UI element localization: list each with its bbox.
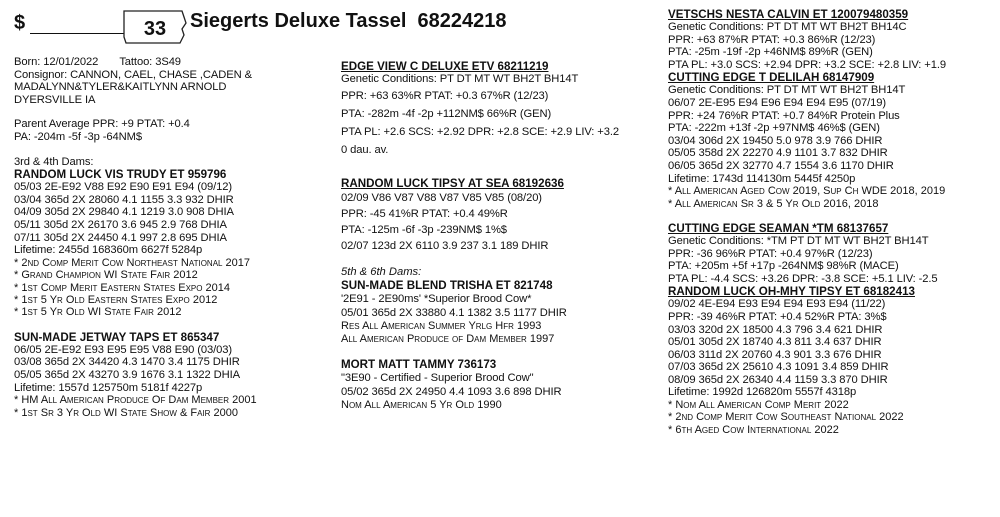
third-dam-name: RANDOM LUCK VIS TRUDY ET 959796 <box>14 168 227 182</box>
registration-number: 68224218 <box>417 10 507 32</box>
award-line: * 1st Sr 3 Yr Old WI State Show & Fair 2000 <box>14 406 238 419</box>
award-line: * All American Sr 3 & 5 Yr Old 2016, 2018 <box>668 197 879 210</box>
pta-line: PTA: -125m -6f -3p -239NM$ 1%$ <box>341 223 507 236</box>
record-line: 05/01 305d 2X 18740 4.3 811 3.4 637 DHIR <box>668 336 882 349</box>
award-line: * Nom All American Comp Merit 2022 <box>668 399 849 412</box>
award-line: * Grand Champion WI State Fair 2012 <box>14 269 198 282</box>
pta-line: PTA: -222m +13f -2p +97NM$ 46%$ (GEN) <box>668 122 880 135</box>
parent-average: Parent Average PPR: +9 PTAT: +0.4 <box>14 118 190 131</box>
lifetime-line: Lifetime: 1992d 126820m 5557f 4318p <box>668 386 857 399</box>
animal-title <box>190 10 507 33</box>
record-line: 06/05 2E-E92 E93 E95 E95 V88 E90 (03/03) <box>14 343 233 356</box>
pta-pl-line: PTA PL: +3.0 SCS: +2.94 DPR: +3.2 SCE: +2.8 LIV: +1.9 <box>668 58 946 71</box>
ppr-line: PPR: -36 96%R PTAT: +0.4 97%R (12/23) <box>668 247 873 260</box>
record-line: 05/02 365d 2X 24950 4.4 1093 3.6 898 DHIR <box>341 385 562 398</box>
record-line: 05/05 358d 2X 22270 4.9 1101 3.7 832 DHIR <box>668 147 888 160</box>
award-line: All American Produce of Dam Member 1997 <box>341 332 555 345</box>
ppr-line: PPR: +63 63%R PTAT: +0.3 67%R (12/23) <box>341 89 549 102</box>
award-line: * All American Aged Cow 2019, Sup Ch WDE 2018, 2019 <box>668 185 946 198</box>
award-line: * HM All American Produce Of Dam Member 2001 <box>14 394 257 407</box>
paternal-grandsire-name: VETSCHS NESTA CALVIN ET 120079480359 <box>668 8 909 21</box>
record-line: 05/01 365d 2X 33880 4.1 1382 3.5 1177 DHIR <box>341 306 567 319</box>
ppr-line: PPR: -39 46%R PTAT: +0.4 52%R PTA: 3%$ <box>668 310 887 323</box>
column-sire-and-dam <box>341 60 661 412</box>
classification-line: "3E90 - Certified - Superior Brood Cow" <box>341 371 534 384</box>
record-line: 03/04 365d 2X 28060 4.1 1155 3.3 932 DHIR <box>14 193 234 206</box>
award-line: * 1st 5 Yr Old WI State Fair 2012 <box>14 306 182 319</box>
award-line: Res All American Summer Yrlg Hfr 1993 <box>341 319 542 332</box>
genetic-conditions: Genetic Conditions: PT DT MT WT BH2T BH14T <box>341 73 579 85</box>
tattoo: Tattoo: 3S49 <box>119 56 181 68</box>
column-grandparents <box>668 8 996 436</box>
award-line: * 2nd Comp Merit Cow Northeast National 2017 <box>14 256 251 269</box>
dams-section-title: 3rd & 4th Dams: <box>14 155 94 168</box>
record-line: 02/07 123d 2X 6110 3.9 237 3.1 189 DHIR <box>341 239 549 252</box>
consignor-line-2: MADALYNN&TYLER&KAITLYNN ARNOLD <box>14 81 227 94</box>
pta-line: PTA: -282m -4f -2p +112NM$ 66%R (GEN) <box>341 107 552 120</box>
paternal-granddam-name: CUTTING EDGE T DELILAH 68147909 <box>668 71 875 85</box>
record-line: 06/03 311d 2X 20760 4.3 901 3.3 676 DHIR <box>668 348 882 361</box>
ppr-line: PPR: +63 87%R PTAT: +0.3 86%R (12/23) <box>668 33 876 46</box>
lot-header <box>14 6 654 46</box>
dam-name: RANDOM LUCK TIPSY AT SEA 68192636 <box>341 176 564 190</box>
lot-number-tag <box>122 9 188 45</box>
record-line: 07/11 305d 2X 24450 4.1 997 2.8 695 DHIA <box>14 231 227 244</box>
column-dam-side <box>14 56 329 419</box>
daughters-line: 0 dau. av. <box>341 143 389 156</box>
pta-line: PTA: +205m +5f +17p -264NM$ 98%R (MACE) <box>668 260 899 273</box>
award-line: * 2nd Comp Merit Cow Southeast National 2022 <box>668 411 904 424</box>
record-line: 08/09 365d 2X 26340 4.4 1159 3.3 870 DHIR <box>668 373 888 386</box>
classification-line: 09/02 4E-E94 E93 E94 E94 E93 E94 (11/22) <box>668 298 886 311</box>
lot-number: 33 <box>143 18 167 40</box>
classification-line: 02/09 V86 V87 V88 V87 V85 V85 (08/20) <box>341 191 542 204</box>
award-line: * 1st Comp Merit Eastern States Expo 2014 <box>14 281 230 294</box>
record-line: 03/04 306d 2X 19450 5.0 978 3.9 766 DHIR <box>668 134 883 147</box>
consignor-line-3: DYERSVILLE IA <box>14 93 96 106</box>
record-line: 03/03 320d 2X 18500 4.3 796 3.4 621 DHIR <box>668 323 883 336</box>
record-line: 06/05 365d 2X 32770 4.7 1554 3.6 1170 DHIR <box>668 159 894 172</box>
price-blank-line <box>30 33 130 34</box>
born-date: Born: 12/01/2022 <box>14 56 99 68</box>
record-line: 03/08 365d 2X 34420 4.3 1470 3.4 1175 DHIR <box>14 356 240 369</box>
award-line: Nom All American 5 Yr Old 1990 <box>341 398 502 411</box>
fourth-dam-name: SUN-MADE JETWAY TAPS ET 865347 <box>14 330 220 344</box>
parent-average-pta: PA: -204m -5f -3p -64NM$ <box>14 130 142 143</box>
pta-line: PTA: -25m -19f -2p +46NM$ 89%R (GEN) <box>668 46 873 59</box>
sixth-dam-name: MORT MATT TAMMY 736173 <box>341 357 497 371</box>
record-line: 04/09 305d 2X 29840 4.1 1219 3.0 908 DHIA <box>14 206 234 219</box>
ppr-line: PPR: +24 76%R PTAT: +0.7 84%R Protein Plus <box>668 109 900 122</box>
genetic-conditions: Genetic Conditions: PT DT MT WT BH2T BH14C <box>668 21 907 33</box>
lifetime-line: Lifetime: 1743d 114130m 5445f 4250p <box>668 172 856 185</box>
record-line: 05/05 365d 2X 43270 3.9 1676 3.1 1322 DHIA <box>14 368 240 381</box>
lifetime-line: Lifetime: 1557d 125750m 5181f 4227p <box>14 381 203 394</box>
pta-pl-line: PTA PL: -4.4 SCS: +3.26 DPR: -3.8 SCE: +5.1 LIV: -2.5 <box>668 272 938 285</box>
fifth-dam-name: SUN-MADE BLEND TRISHA ET 821748 <box>341 278 553 292</box>
record-line: 07/03 365d 2X 25610 4.3 1091 3.4 859 DHIR <box>668 361 889 374</box>
maternal-granddam-name: RANDOM LUCK OH-MHY TIPSY ET 68182413 <box>668 285 915 299</box>
birth-tattoo-line <box>14 56 329 69</box>
award-line: * 6th Aged Cow International 2022 <box>668 423 839 436</box>
pta-pl-line: PTA PL: +2.6 SCS: +2.92 DPR: +2.8 SCE: +2.9 LIV: +3.2 <box>341 125 619 138</box>
price-dollar-sign: $ <box>14 12 26 34</box>
genetic-conditions: Genetic Conditions: PT DT MT WT BH2T BH14T <box>668 84 906 97</box>
dams56-section-title: 5th & 6th Dams: <box>341 265 422 278</box>
classification-line: '2E91 - 2E90ms' *Superior Brood Cow* <box>341 292 532 305</box>
lifetime-line: Lifetime: 2455d 168360m 6627f 5284p <box>14 244 203 257</box>
award-line: * 1st 5 Yr Old Eastern States Expo 2012 <box>14 293 218 306</box>
ppr-line: PPR: -45 41%R PTAT: +0.4 49%R <box>341 207 508 220</box>
genetic-conditions: Genetic Conditions: *TM PT DT MT WT BH2T BH14T <box>668 234 929 247</box>
animal-name: Siegerts Deluxe Tassel <box>190 10 407 32</box>
record-line: 05/11 305d 2X 26170 3.6 945 2.9 768 DHIA <box>14 218 227 231</box>
maternal-grandsire-name: CUTTING EDGE SEAMAN *TM 68137657 <box>668 221 889 235</box>
classification-line: 06/07 2E-E95 E94 E96 E94 E94 E95 (07/19) <box>668 96 887 109</box>
record-line: 05/03 2E-E92 V88 E92 E90 E91 E94 (09/12) <box>14 181 233 194</box>
sire-name: EDGE VIEW C DELUXE ETV 68211219 <box>341 60 549 73</box>
consignor-line-1: Consignor: CANNON, CAEL, CHASE ,CADEN & <box>14 68 252 81</box>
